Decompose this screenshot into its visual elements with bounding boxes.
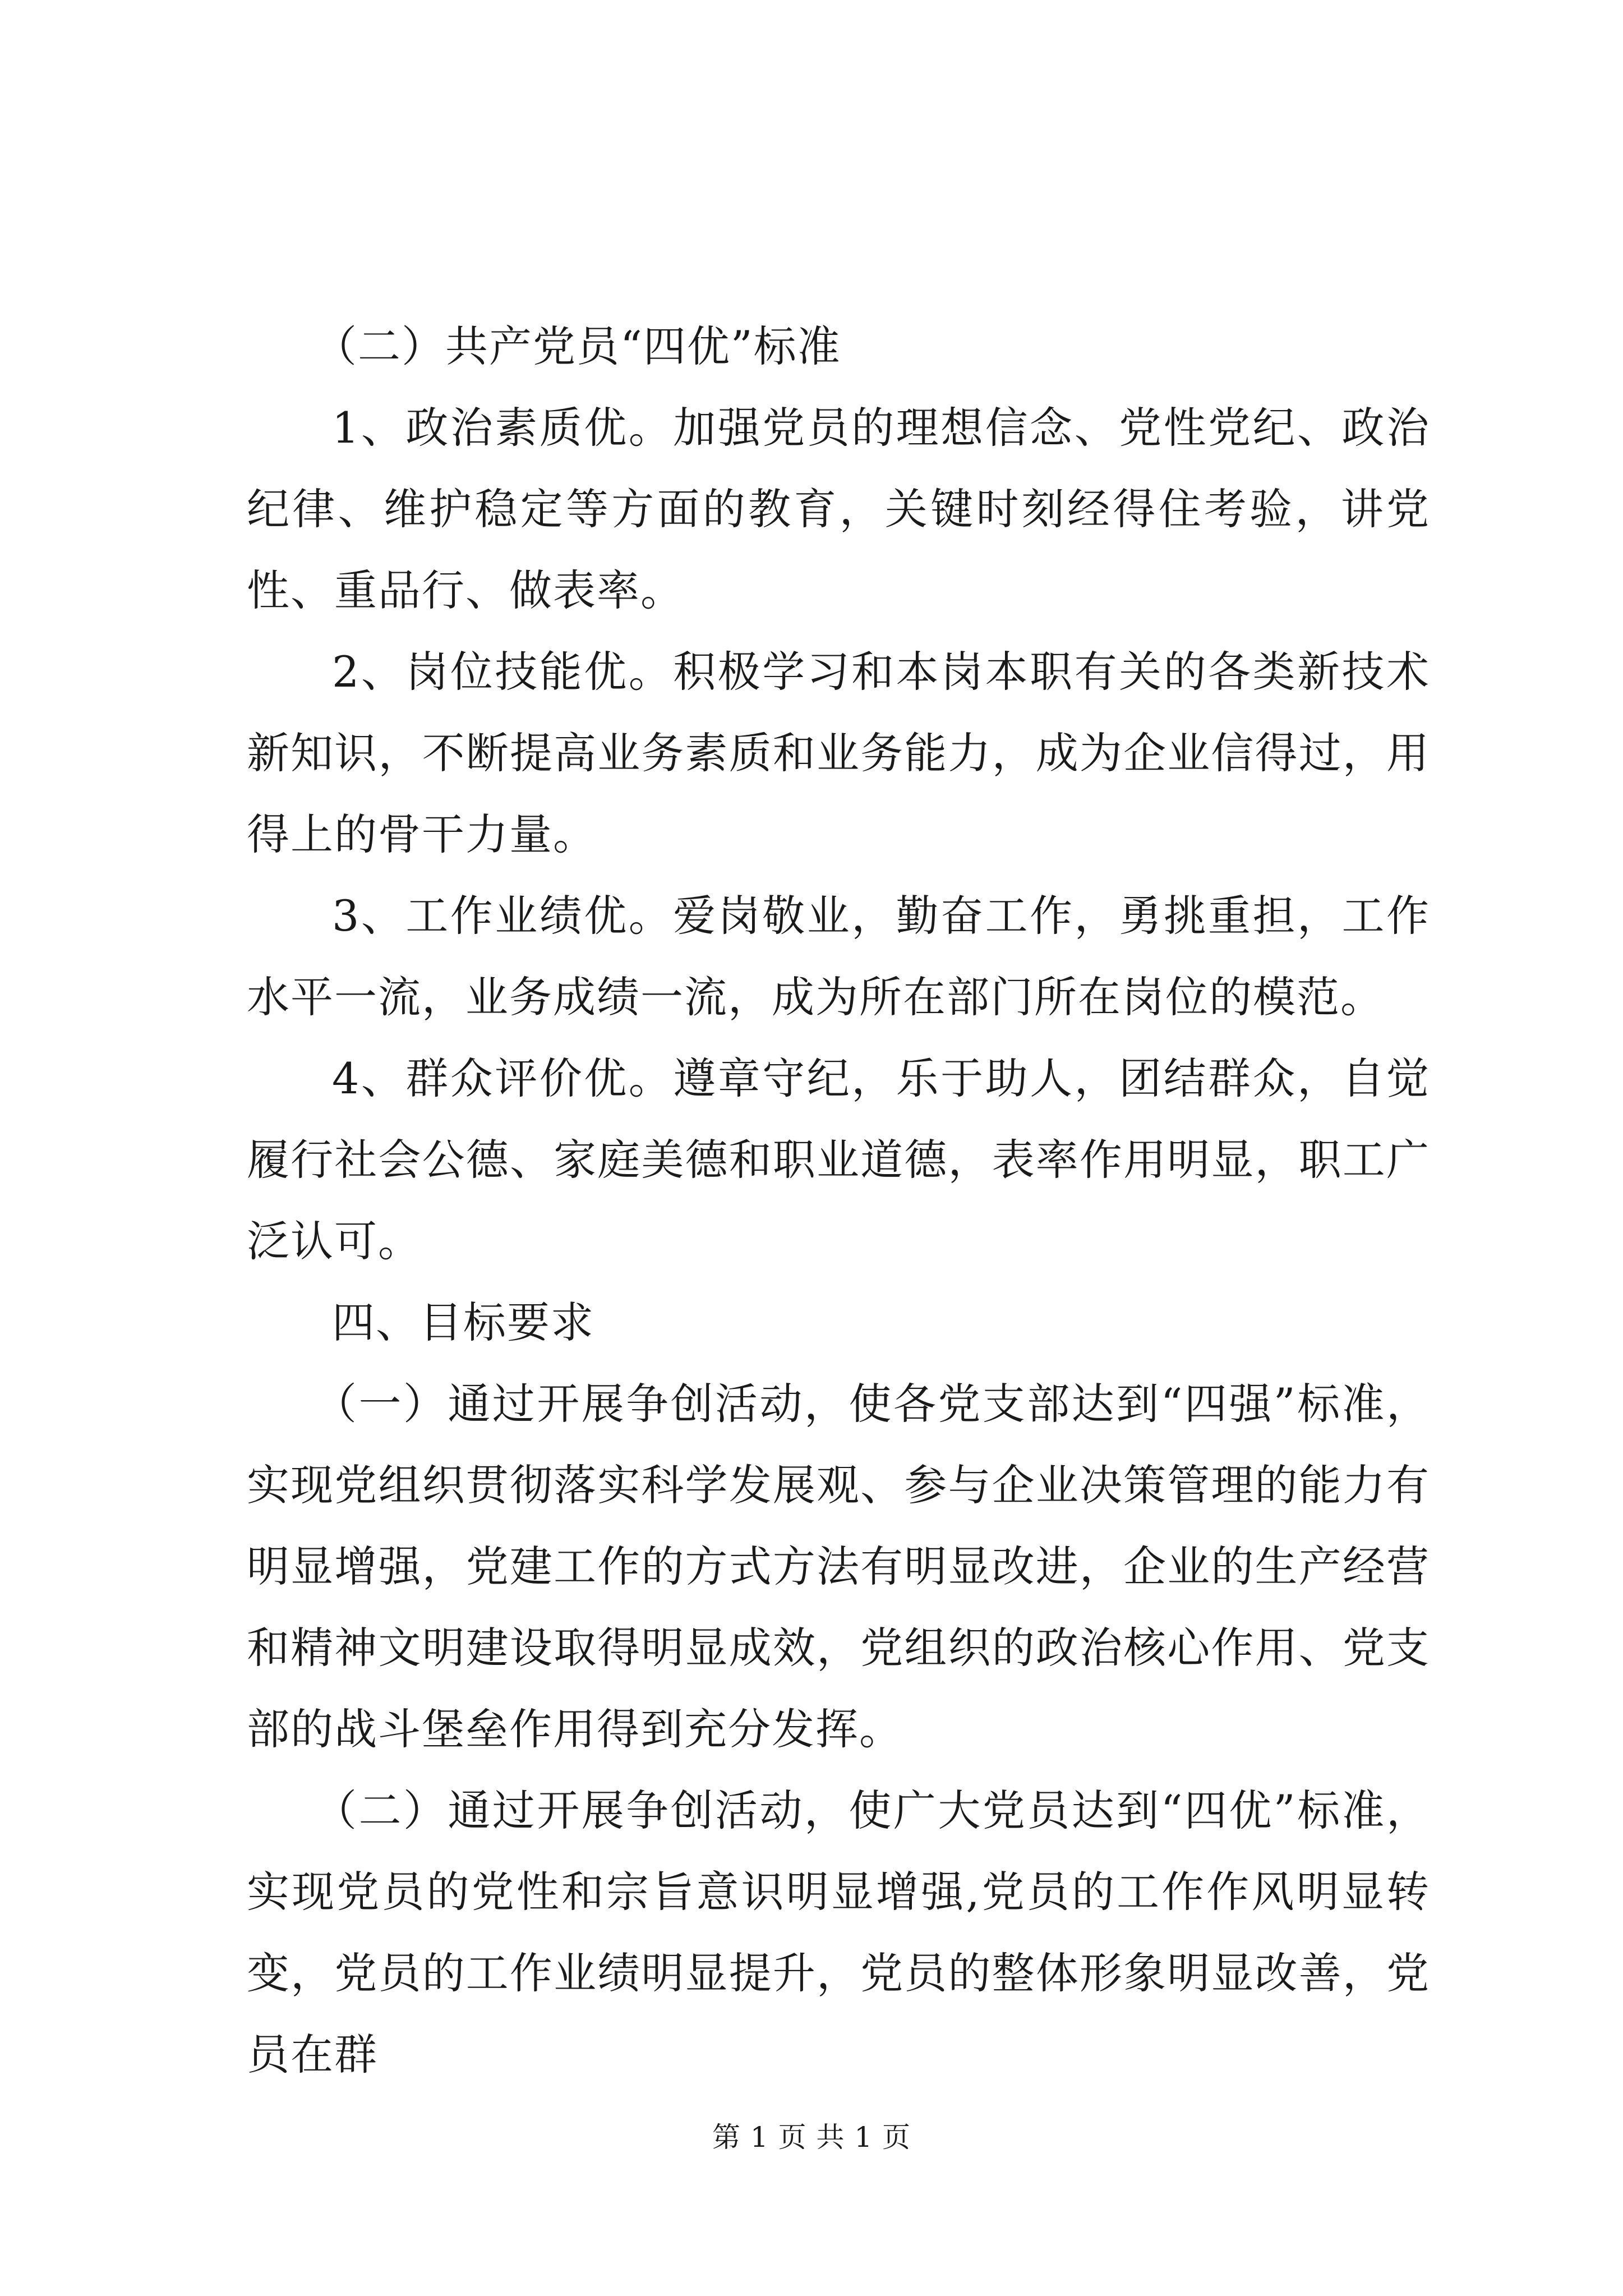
section-heading-goals: 四、目标要求: [332, 1297, 594, 1347]
paragraph-public-evaluation: 4、群众评价优。遵章守纪，乐于助人，团结群众，自觉履行社会公德、家庭美德和职业道德，表率作用明显，职工广泛认可。: [247, 1053, 1430, 1266]
document-body: [247, 306, 1430, 2095]
paragraph-goal-one: （一）通过开展争创活动，使各党支部达到“四强”标准，实现党组织贯彻落实科学发展观、参与企业决策管理的能力有明显增强，党建工作的方式方法有明显改进，企业的生产经营和精神文明建设取得明显成效，党组织的政治核心作用、党支部的战斗堡垒作用得到充分发挥。: [247, 1379, 1430, 1754]
page-number-footer: 第 1 页 共 1 页: [712, 2121, 911, 2154]
paragraph-political-quality: 1、政治素质优。加强党员的理想信念、党性党纪、政治纪律、维护稳定等方面的教育，关键时刻经得住考验，讲党性、重品行、做表率。: [247, 403, 1430, 615]
paragraph-job-skills: 2、岗位技能优。积极学习和本岗本职有关的各类新技术新知识，不断提高业务素质和业务能力，成为企业信得过，用得上的骨干力量。: [247, 647, 1430, 859]
section-heading-four-excellent-standards: （二）共产党员“四优”标准: [314, 321, 841, 371]
paragraph-goal-two: （二）通过开展争创活动，使广大党员达到“四优”标准，实现党员的党性和宗旨意识明显增强,党员的工作作风明显转变，党员的工作业绩明显提升，党员的整体形象明显改善，党员在群: [247, 1786, 1430, 2079]
paragraph-work-performance: 3、工作业绩优。爱岗敬业，勤奋工作，勇挑重担，工作水平一流，业务成绩一流，成为所在部门所在岗位的模范。: [247, 891, 1430, 1022]
